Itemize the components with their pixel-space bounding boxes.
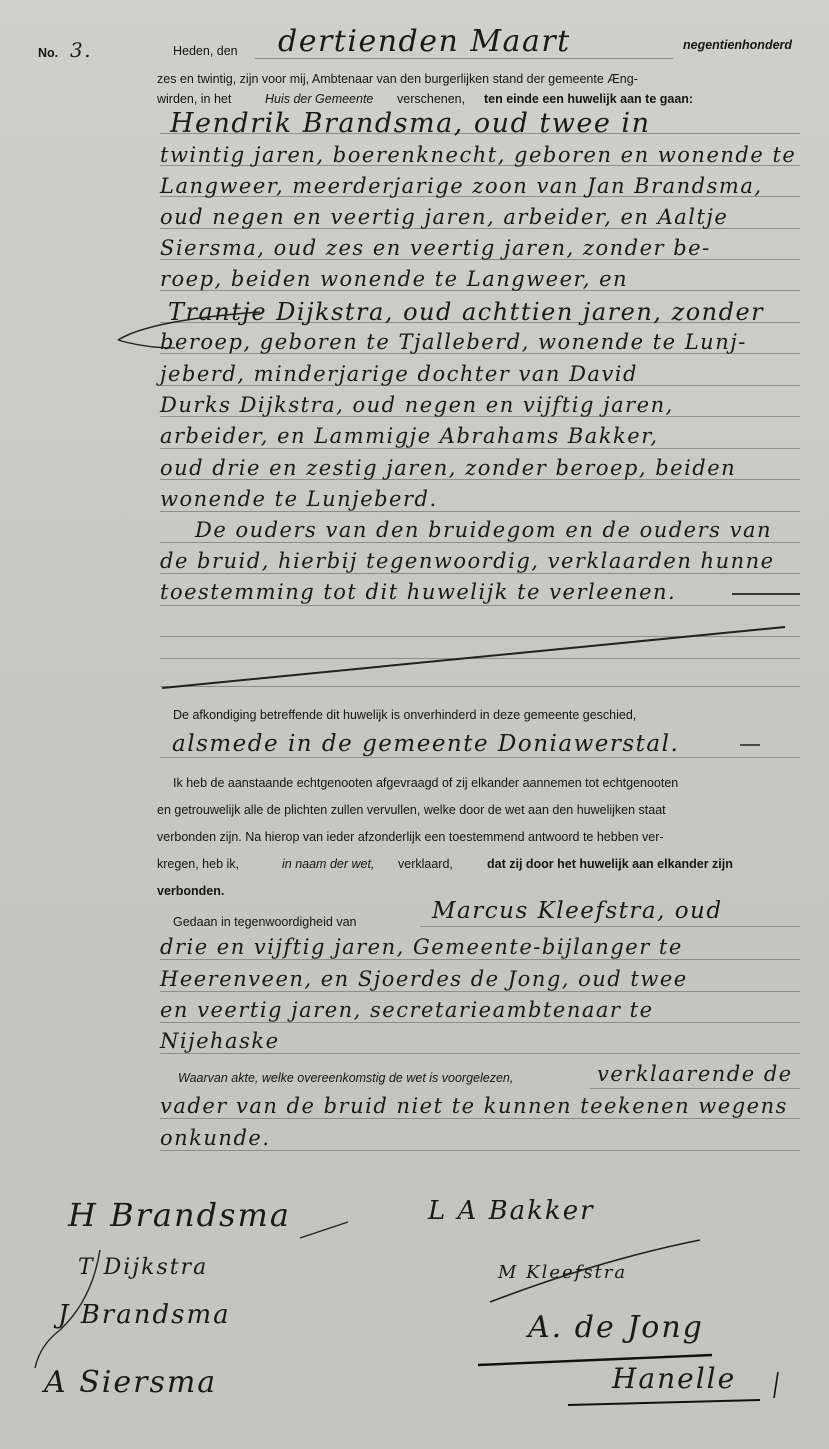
parties-line: oud negen en veertig jaren, arbeider, en Aaltje [160, 205, 729, 229]
signature-mother-bride: L A Bakker [428, 1196, 595, 1226]
signature-father-groom: J Brandsma [58, 1300, 231, 1330]
afkondiging-text: De afkondiging betreffende dit huwelijk is onverhinderd in deze gemeente geschied, [173, 708, 637, 722]
witnesses-label: Gedaan in tegenwoordigheid van [173, 915, 357, 929]
parties-line: wonende te Lunjeberd. [160, 487, 438, 511]
witnesses-hw: Marcus Kleefstra, oud [432, 898, 723, 924]
parties-line: oud drie en zestig jaren, zonder beroep, beiden [160, 456, 737, 480]
declaration-line: in naam der wet, [282, 857, 375, 871]
parties-line: arbeider, en Lammigje Abrahams Bakker, [160, 424, 659, 448]
declaration-line: verklaard, [398, 857, 453, 871]
parties-line: twintig jaren, boerenknecht, geboren en wonende te [160, 143, 797, 167]
parties-line: de bruid, hierbij tegenwoordig, verklaarden hunne [160, 549, 775, 573]
parties-line: Langweer, meerderjarige zoon van Jan Brandsma, [160, 174, 763, 198]
declaration-line: kregen, heb ik, [157, 857, 239, 871]
signature-bride: T Dijkstra [78, 1255, 209, 1280]
header-line-3a: wirden, in het [157, 92, 232, 106]
parties-line: toestemming tot dit huwelijk te verleenen. [160, 580, 677, 604]
parties-line: roep, beiden wonende te Langweer, en [160, 267, 629, 291]
declaration-line: verbonden zijn. Na hierop van ieder afzonderlijk een toestemmend antwoord te hebben ver- [157, 830, 664, 844]
closing-label: Waarvan akte, welke overeenkomstig de wet is voorgelezen, [178, 1071, 514, 1085]
closing-hw: vader van de bruid niet te kunnen teekenen wegens [160, 1094, 788, 1118]
header-line-3b: Huis der Gemeente [265, 92, 374, 106]
witnesses-hw: drie en vijftig jaren, Gemeente-bijlanger te [160, 935, 683, 959]
declaration-line: verbonden. [157, 884, 225, 898]
closing-hw: onkunde. [160, 1126, 271, 1150]
parties-line: Siersma, oud zes en veertig jaren, zonder be- [160, 236, 711, 260]
witnesses-hw: Heerenveen, en Sjoerdes de Jong, oud twee [160, 967, 688, 991]
parties-line: jeberd, minderjarige dochter van David [160, 362, 638, 386]
parties-line: Durks Dijkstra, oud negen en vijftig jaren, [160, 393, 674, 417]
witnesses-hw: en veertig jaren, secretarieambtenaar te [160, 998, 654, 1022]
declaration-line: dat zij door het huwelijk aan elkander zijn [487, 857, 733, 871]
bride-name: Trantje Dijkstra, oud achttien jaren, zonder [168, 298, 765, 326]
year-printed: negentienhonderd [683, 38, 793, 52]
signature-mother-groom: A Siersma [44, 1365, 218, 1400]
signature-witness-1: M Kleefstra [498, 1262, 628, 1283]
closing-hw: verklaarende de [597, 1062, 793, 1086]
parties-line: beroep, geboren te Tjalleberd, wonende te Lunj- [160, 330, 747, 354]
record-number-value: 3. [70, 38, 93, 62]
heden-label: Heden, den [173, 44, 238, 58]
groom-name: Hendrik Brandsma, oud twee in [170, 108, 651, 139]
header-line-2: zes en twintig, zijn voor mij, Ambtenaar van den burgerlijken stand der gemeente Æng- [157, 72, 638, 86]
signature-registrar: Hanelle [612, 1362, 737, 1395]
record-number-label: No. [38, 46, 59, 60]
header-line-3d: ten einde een huwelijk aan te gaan: [484, 92, 694, 106]
declaration-line: Ik heb de aanstaande echtgenooten afgevraagd of zij elkander aannemen tot echtgenooten [173, 776, 679, 790]
marriage-date: dertienden Maart [278, 24, 571, 59]
witnesses-hw: Nijehaske [160, 1029, 280, 1053]
afkondiging-hw: alsmede in de gemeente Doniawerstal. [172, 731, 680, 757]
parties-line: De ouders van den bruidegom en de ouders van [195, 518, 773, 542]
signature-witness-2: A. de Jong [528, 1310, 704, 1345]
signature-groom: H Brandsma [68, 1196, 291, 1234]
declaration-line: en getrouwelijk alle de plichten zullen vervullen, welke door de wet aan den huwelijken staat [157, 803, 666, 817]
header-line-3c: verschenen, [397, 92, 466, 106]
